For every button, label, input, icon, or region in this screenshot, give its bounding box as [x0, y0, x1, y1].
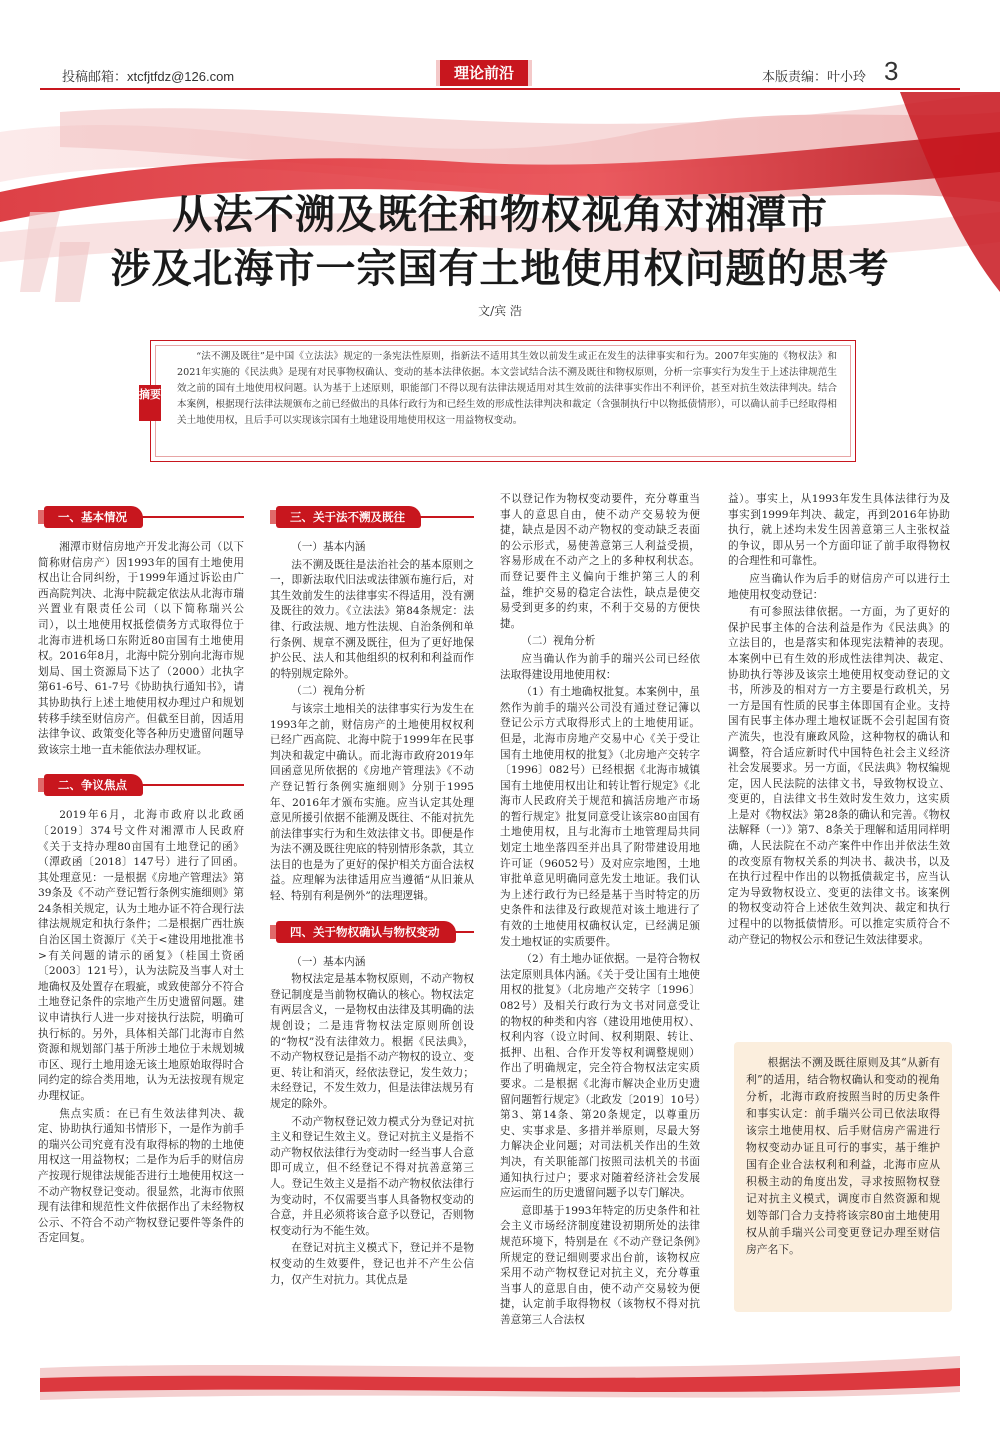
subheading: （一）基本内涵 — [291, 541, 366, 553]
paragraph: 法不溯及既往是法治社会的基本原则之一，即新法取代旧法或法律颁布施行后，对其生效前发生的法律事实不得适用，没有溯及既往的效力。《立法法》第84条规定：法律、行政法规、地方性法规、自治条例和单行条例、规章不溯及既往，但为了更好地保护公民、法人和其他组织的权利和利益而作的特别规定除外。 — [270, 558, 474, 680]
paragraph: 应当确认作为后手的财信房产可以进行土地使用权变动登记： — [728, 572, 950, 601]
section-heading-label: 四、关于物权确认与物权变动 — [276, 921, 456, 943]
page-editor: 本版责编：叶小玲 — [762, 69, 867, 84]
paragraph: 益）。事实上，从1993年发生具体法律行为及事实到1999年判决、裁定，再到2016年协助执行，就上述均未发生因善意第三人主张权益的争议，即从另一个方面印证了前手取得物权的合理性和可靠性。 — [728, 493, 950, 568]
abstract-tag: 摘要 — [139, 385, 161, 421]
section-label: 理论前沿 — [436, 60, 532, 86]
paragraph: 有可参照法律依据。一方面，为了更好的保护民事主体的合法利益是作为《民法典》的立法目的，也是落实和体现宪法精神的表现。本案例中已有生效的形成性法律判决、裁定、协助执行等涉及该宗土地使用权变动登记的文书，所涉及的相对方一方主要是行政机关，另一方是国有性质的民事主体即国有企业。支持国有民事主体办理土地权证既不会引起国有资产流失，也没有廉政风险，这种物权的确认和调整，符合适应新时代中国特色社会主义经济社会发展要求。另一方面，《民法典》物权编规定，因人民法院的法律文书，导致物权设立、变更的，自法律文书生效时发生效力，这实质上是对《物权法》第28条的确认和完善。《物权法解释（一）》第7、8条关于理解和适用同样明确，人民法院在不动产案件中作出并依法生效的改变原有物权关系的判决书、裁决书，以及在执行过程中作出的以物抵债裁定书，应当认定为导致物权设立、变更的法律文书。该案例的物权变动符合上述依生效判决、裁定和执行过程中的以物抵债情形。可以推定实质符合不动产登记的物权公示和登记生效法律要求。 — [728, 606, 950, 946]
subheading: （二）视角分析 — [521, 635, 596, 648]
column-3 — [500, 492, 700, 1330]
summary-note-text: 根据法不溯及既往原则及其“从新有利”的适用，结合物权确认和变动的视角分析，北海市政府按照当时的历史条件和事实认定：前手瑞兴公司已依法取得该宗土地使用权、后手财信房产需进行物权变动办证且可行的事实，基于维护国有企业合法权利和利益，北海市应从积极主动的角度出发，寻求按照物权登记对抗主义模式，调度市自然资源和规划等部门合力支持将该宗80亩土地使用权从前手瑞兴公司变更登记办理至财信房产名下。 — [746, 1056, 940, 1256]
section-heading — [38, 506, 244, 530]
column-1 — [38, 498, 244, 1249]
submission-email: 投稿邮箱：xtcfjtfdz@126.com — [62, 69, 235, 84]
page-header — [0, 58, 1000, 88]
paragraph: （2）有土地办证依据。一是符合物权法定原则具体内涵。《关于受让国有土地使用权的批复》（北房地产交转字〔1996〕082号）及相关行政行为文书对同意受让的物权的种类和内容（建设用地使用权）、权利内容（设立时间、权利期限、转让、抵押、出租、合作开发等权利调整规则）作出了明确规定，完全符合物权法定实质要求。二是根据《北海市解决企业历史遗留问题暂行规定》（北政发〔2019〕10号）第3、第14条、第20条规定，以尊重历史、实事求是、多措并举原则，尽最大努力解决企业问题；对司法机关作出的生效判决，有关职能部门按照司法机关的书面通知执行过户；要求对随着经济社会发展应运而生的历史遗留问题予以专门解决。 — [500, 953, 700, 1200]
section-heading-label: 三、关于法不溯及既往 — [276, 506, 421, 528]
paragraph: 与该宗土地相关的法律事实行为发生在1993年之前，财信房产的土地使用权权利已经广西高院、北海中院于1999年在民事判决和裁定中确认。而北海市政府2019年回函意见所依据的《房地产管理法》《不动产登记暂行条例实施细则》分别于1995年、2016年才颁布实施。应当认定其处理意见所援引依据不能溯及既往、不能对抗先前法律事实行为和生效法律文书。即便是作为法不溯及既往兜底的特别情形条款，其立法目的也是为了更好的保护相关方面合法权益。应理解为法律适用应当遵循“从旧兼从轻、特别有利是例外”的法理逻辑。 — [270, 702, 474, 903]
footer-decoration — [0, 1348, 1000, 1408]
header-rule — [40, 88, 960, 90]
section-heading — [270, 506, 474, 530]
paragraph: 不动产物权登记效力模式分为登记对抗主义和登记生效主义。登记对抗主义是指不动产物权依法律行为变动时一经当事人合意即可成立，但不经登记不得对抗善意第三人。登记生效主义是指不动产物权依法律行为变动时，不仅需要当事人具备物权变动的合意，并且必须将该合意予以登记，否则物权变动行为不能生效。 — [270, 1115, 474, 1237]
summary-note-box — [734, 1042, 952, 1312]
subheading: （二）视角分析 — [291, 685, 366, 698]
section-heading — [38, 774, 244, 798]
article-author: 文/宾 浩 — [478, 304, 522, 318]
section-heading-label: 二、争议焦点 — [44, 774, 143, 796]
column-2 — [270, 498, 474, 1290]
column-4 — [728, 492, 950, 950]
paragraph: 湘潭市财信房地产开发北海公司（以下简称财信房产）因1993年的国有土地使用权出让合同纠纷，于1999年通过诉讼由广西高院判决、北海中院裁定依法从北海市瑞兴置业有限责任公司（以下简称瑞兴公司），以土地使用权抵偿债务方式取得位于北海市进机场口东附近80亩国有土地使用权。2016年8月，北海中院分别向北海市规划局、国土资源局下达了（2000）北执字第61-6号、61-7号《协助执行通知书》，请其协助执行上述土地使用权办理过户和规划转移手续至财信房产。但截至目前，因适用法律争议、政策变化等各种历史遗留问题导致该宗土地一直未能依法办理权证。 — [38, 541, 244, 756]
paragraph: （1）有土地确权批复。本案例中，虽然作为前手的瑞兴公司没有通过登记簿以登记公示方式取得形式上的土地使用证。但是，北海市房地产交易中心《关于受让国有土地使用权的批复》（北房地产交转字〔1996〕082号）已经根据《北海市城镇国有土地使用权出让和转让暂行规定》《北海市人民政府关于规范和搞活房地产市场的暂行规定》批复同意受让该宗80亩国有土地使用权，且与北海市土地管理局共同划定土地坐落四至并出具了附带建设用地许可证（96052号）及对应宗地图，土地审批单意见明确同意先发土地证。我们认为上述行政行为已经是基于当时特定的历史条件和法律及行政规范对该土地进行了有效的土地使用权确权认定，已经满足颁发土地权证的实质要件。 — [500, 686, 700, 948]
section-heading-label: 一、基本情况 — [44, 506, 143, 528]
paragraph: 焦点实质：在已有生效法律判决、裁定、协助执行通知书情形下，一是作为前手的瑞兴公司究竟有没有取得标的物的土地使用权这一用益物权；二是作为后手的财信房产按现行规律法规能否进行土地使用权这一不动产物权登记变动。很显然，北海市依照现有法律和规范性文件依据作出了未经物权公示、不符合不动产物权登记要件等条件的否定回复。 — [38, 1107, 244, 1245]
paragraph: 物权法定是基本物权原则，不动产物权登记制度是当前物权确认的核心。物权法定有两层含义，一是物权由法律及其明确的法规创设；二是违背物权法定原则所创设的“物权”没有法律效力。根据《民法典》，不动产物权登记是指不动产物权的设立、变更、转让和消灭，经依法登记，发生效力；未经登记，不发生效力，但是法律法规另有规定的除外。 — [270, 973, 474, 1110]
subheading: （一）基本内涵 — [291, 955, 366, 968]
paragraph: 2019年6月，北海市政府以北政函〔2019〕374号文件对湘潭市人民政府《关于支持办理80亩国有土地登记的函》（潭政函〔2018〕147号）进行了回函。其处理意见：一是根据《房地产管理法》第39条及《不动产登记暂行条例实施细则》第24条相关规定，认为土地办证不符合现行法律法规规定和执行条件；二是根据广西壮族自治区国土资源厅《关于<建设用地批准书>有关问题的请示的函复》（桂国土资函〔2003〕121号），认为法院及当事人对土地确权及处置存在瑕疵，或致使部分不符合土地登记条件的宗地产生历史遗留问题。建议申请执行人进一步对接执行法院，明确可执行标的。另外，具体相关部门北海市自然资源和规划部门基于所涉土地位于未规划城市区、现行土地用途无该土地原始取得时合同约定的综合类用地，认为无法按现有规定办理权证。 — [38, 809, 244, 1102]
paragraph: 意即基于1993年特定的历史条件和社会主义市场经济制度建设初期所处的法律规范环境下，特别是在《不动产登记条例》所规定的登记细则要求出台前，该物权应采用不动产物权登记对抗主义，充分尊重当事人的意思自由，使不动产交易较为便捷，认定前手取得物权（该物权不得对抗善意第三人合法权 — [500, 1204, 700, 1326]
page-number: 3 — [884, 56, 899, 86]
paragraph: 在登记对抗主义模式下，登记并不是物权变动的生效要件，登记也并不产生公信力，仅产生对抗力。其优点是 — [270, 1242, 474, 1286]
section-heading — [270, 921, 474, 945]
paragraph: 不以登记作为物权变动要件，充分尊重当事人的意思自由，使不动产交易较为便捷，缺点是因不动产物权的变动缺乏表面的公示形式，易使善意第三人利益受损，容易形成在不动产之上的多种权利状态。而登记要件主义偏向于维护第三人的利益，维护交易的稳定合法性，缺点是使交易受到更多的约束，不利于交易的方便快捷。 — [500, 493, 700, 630]
abstract-text: “法不溯及既往”是中国《立法法》规定的一条宪法性原则，指新法不适用其生效以前发生或正在发生的法律事实和行为。2007年实施的《物权法》和2021年实施的《民法典》是现有对民事物权确认、变动的基本法律依据。本文尝试结合法不溯及既往和物权原则，分析一宗事实行为发生于上述法律规范生效之前的国有土地使用权问题。认为基于上述原则，职能部门不得以现有法律法规适用对其生效前的法律事实作出不利评价，甚至对抗生效法律判决。结合本案例，根据现行法律法规颁布之前已经做出的具体行政行为和已经生效的形成性法律判决和裁定（含强制执行中以物抵债情形），可以确认前手已经取得相关土地使用权，且后手可以实现该宗国有土地建设用地使用权这一用益物权变动。 — [177, 351, 837, 426]
article-title-line-2: 涉及北海市一宗国有土地使用权问题的思考 — [110, 246, 890, 292]
article-title-line-1: 从法不溯及既往和物权视角对湘潭市 — [172, 192, 828, 238]
abstract-box — [139, 340, 856, 462]
paragraph: 应当确认作为前手的瑞兴公司已经依法取得建设用地使用权： — [500, 652, 700, 681]
